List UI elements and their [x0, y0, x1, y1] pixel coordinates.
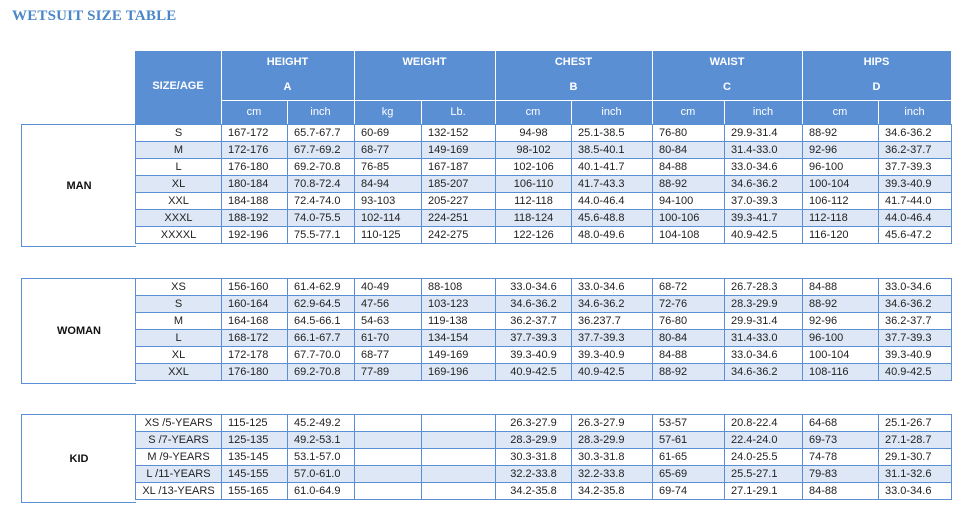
weight-kg-cell — [355, 483, 422, 500]
page-title: WETSUIT SIZE TABLE — [12, 8, 177, 24]
weight-lb-cell: 103-123 — [422, 296, 496, 313]
hips-inch-cell: 45.6-47.2 — [879, 227, 952, 244]
waist-inch-cell: 34.6-36.2 — [725, 364, 803, 381]
waist-cm-cell: 88-92 — [653, 176, 725, 193]
size-cell: XXL — [136, 193, 222, 210]
table-row — [136, 415, 952, 432]
hips-cm-cell: 84-88 — [803, 279, 879, 296]
waist-cm-cell: 84-88 — [653, 159, 725, 176]
size-cell: M — [136, 142, 222, 159]
size-cell: L — [136, 159, 222, 176]
size-cell: XL /13-YEARS — [136, 483, 222, 500]
hips-inch-cell: 36.2-37.7 — [879, 313, 952, 330]
hips-cm-cell: 64-68 — [803, 415, 879, 432]
height-cm-cell: 176-180 — [222, 159, 288, 176]
header-size-age: SIZE/AGE — [152, 80, 204, 92]
group-label-man: MAN — [21, 124, 136, 247]
hips-inch-cell: 39.3-40.9 — [879, 347, 952, 364]
unit-label: kg — [381, 106, 394, 118]
waist-cm-cell: 100-106 — [653, 210, 725, 227]
header-waist: WAIST — [709, 56, 745, 68]
chest-inch-cell: 26.3-27.9 — [572, 415, 653, 432]
height-cm-cell: 164-168 — [222, 313, 288, 330]
height-inch-cell: 61.0-64.9 — [288, 483, 355, 500]
weight-lb-cell: 149-169 — [422, 347, 496, 364]
unit-label: inch — [601, 106, 622, 118]
chest-cm-cell: 33.0-34.6 — [496, 279, 572, 296]
chest-cm-cell: 30.3-31.8 — [496, 449, 572, 466]
hips-cm-cell: 88-92 — [803, 125, 879, 142]
height-cm-cell: 172-176 — [222, 142, 288, 159]
hips-inch-cell: 37.7-39.3 — [879, 159, 952, 176]
hips-cm-cell: 92-96 — [803, 142, 879, 159]
hips-inch-cell: 40.9-42.5 — [879, 364, 952, 381]
waist-cm-cell: 88-92 — [653, 364, 725, 381]
size-cell: XS — [136, 279, 222, 296]
waist-inch-cell: 27.1-29.1 — [725, 483, 803, 500]
weight-kg-cell: 68-77 — [355, 142, 422, 159]
waist-inch-cell: 26.7-28.3 — [725, 279, 803, 296]
chest-inch-cell: 37.7-39.3 — [572, 330, 653, 347]
unit-label: cm — [832, 106, 848, 118]
table-row — [136, 483, 952, 500]
waist-inch-cell: 34.6-36.2 — [725, 176, 803, 193]
weight-kg-cell: 61-70 — [355, 330, 422, 347]
hips-cm-cell: 108-116 — [803, 364, 879, 381]
waist-cm-cell: 76-80 — [653, 125, 725, 142]
weight-lb-cell — [422, 449, 496, 466]
table-row — [136, 449, 952, 466]
table-header — [135, 51, 951, 124]
height-inch-cell: 69.2-70.8 — [288, 364, 355, 381]
size-cell: XL — [136, 347, 222, 364]
height-inch-cell: 74.0-75.5 — [288, 210, 355, 227]
waist-cm-cell: 61-65 — [653, 449, 725, 466]
size-cell: XL — [136, 176, 222, 193]
chest-inch-cell: 40.1-41.7 — [572, 159, 653, 176]
weight-lb-cell — [422, 466, 496, 483]
height-cm-cell: 172-178 — [222, 347, 288, 364]
weight-lb-cell: 205-227 — [422, 193, 496, 210]
waist-inch-cell: 22.4-24.0 — [725, 432, 803, 449]
weight-lb-cell: 242-275 — [422, 227, 496, 244]
height-cm-cell: 167-172 — [222, 125, 288, 142]
waist-cm-cell: 68-72 — [653, 279, 725, 296]
chest-cm-cell: 122-126 — [496, 227, 572, 244]
height-cm-cell: 188-192 — [222, 210, 288, 227]
size-cell: S /7-YEARS — [136, 432, 222, 449]
height-inch-cell: 64.5-66.1 — [288, 313, 355, 330]
header-hips: HIPS — [863, 56, 890, 68]
hips-cm-cell: 100-104 — [803, 347, 879, 364]
hips-cm-cell: 69-73 — [803, 432, 879, 449]
size-cell: M — [136, 313, 222, 330]
table-row — [136, 210, 952, 227]
size-cell: S — [136, 125, 222, 142]
chest-inch-cell: 48.0-49.6 — [572, 227, 653, 244]
table-row — [136, 364, 952, 381]
chest-cm-cell: 34.6-36.2 — [496, 296, 572, 313]
height-cm-cell: 160-164 — [222, 296, 288, 313]
weight-kg-cell: 110-125 — [355, 227, 422, 244]
unit-label: inch — [310, 106, 331, 118]
header-waist-letter: C — [723, 81, 731, 93]
unit-label: cm — [246, 106, 262, 118]
height-inch-cell: 69.2-70.8 — [288, 159, 355, 176]
unit-label: inch — [752, 106, 774, 118]
height-inch-cell: 53.1-57.0 — [288, 449, 355, 466]
hips-inch-cell: 33.0-34.6 — [879, 279, 952, 296]
weight-kg-cell — [355, 415, 422, 432]
waist-inch-cell: 37.0-39.3 — [725, 193, 803, 210]
waist-inch-cell: 33.0-34.6 — [725, 159, 803, 176]
chest-inch-cell: 28.3-29.9 — [572, 432, 653, 449]
chest-inch-cell: 39.3-40.9 — [572, 347, 653, 364]
waist-inch-cell: 39.3-41.7 — [725, 210, 803, 227]
hips-cm-cell: 84-88 — [803, 483, 879, 500]
chest-cm-cell: 94-98 — [496, 125, 572, 142]
height-inch-cell: 57.0-61.0 — [288, 466, 355, 483]
height-cm-cell: 184-188 — [222, 193, 288, 210]
weight-lb-cell: 149-169 — [422, 142, 496, 159]
hips-cm-cell: 92-96 — [803, 313, 879, 330]
table-row — [136, 125, 952, 142]
size-cell: L /11-YEARS — [136, 466, 222, 483]
height-inch-cell: 72.4-74.0 — [288, 193, 355, 210]
weight-lb-cell: 167-187 — [422, 159, 496, 176]
chest-cm-cell: 118-124 — [496, 210, 572, 227]
table-row — [136, 279, 952, 296]
height-inch-cell: 75.5-77.1 — [288, 227, 355, 244]
table-row — [136, 330, 952, 347]
size-cell: L — [136, 330, 222, 347]
weight-lb-cell: 185-207 — [422, 176, 496, 193]
woman-size-table — [135, 278, 952, 381]
table-row — [136, 176, 952, 193]
waist-inch-cell: 40.9-42.5 — [725, 227, 803, 244]
group-label-kid: KID — [21, 414, 136, 503]
chest-cm-cell: 28.3-29.9 — [496, 432, 572, 449]
chest-inch-cell: 44.0-46.4 — [572, 193, 653, 210]
hips-inch-cell: 31.1-32.6 — [879, 466, 952, 483]
hips-inch-cell: 34.6-36.2 — [879, 296, 952, 313]
chest-cm-cell: 34.2-35.8 — [496, 483, 572, 500]
weight-lb-cell: 88-108 — [422, 279, 496, 296]
kid-size-table — [135, 414, 952, 500]
height-inch-cell: 67.7-69.2 — [288, 142, 355, 159]
waist-cm-cell: 65-69 — [653, 466, 725, 483]
waist-cm-cell: 84-88 — [653, 347, 725, 364]
table-row — [136, 466, 952, 483]
chest-inch-cell: 38.5-40.1 — [572, 142, 653, 159]
chest-inch-cell: 34.2-35.8 — [572, 483, 653, 500]
weight-kg-cell: 47-56 — [355, 296, 422, 313]
hips-inch-cell: 29.1-30.7 — [879, 449, 952, 466]
chest-inch-cell: 40.9-42.5 — [572, 364, 653, 381]
weight-lb-cell — [422, 415, 496, 432]
chest-inch-cell: 34.6-36.2 — [572, 296, 653, 313]
waist-inch-cell: 33.0-34.6 — [725, 347, 803, 364]
waist-cm-cell: 104-108 — [653, 227, 725, 244]
hips-inch-cell: 25.1-26.7 — [879, 415, 952, 432]
height-cm-cell: 155-165 — [222, 483, 288, 500]
chest-cm-cell: 106-110 — [496, 176, 572, 193]
size-cell: S — [136, 296, 222, 313]
waist-inch-cell: 29.9-31.4 — [725, 125, 803, 142]
height-cm-cell: 115-125 — [222, 415, 288, 432]
waist-inch-cell: 29.9-31.4 — [725, 313, 803, 330]
weight-kg-cell — [355, 449, 422, 466]
waist-inch-cell: 31.4-33.0 — [725, 142, 803, 159]
weight-kg-cell: 60-69 — [355, 125, 422, 142]
chest-cm-cell: 112-118 — [496, 193, 572, 210]
size-cell: XXXXL — [136, 227, 222, 244]
chest-cm-cell: 26.3-27.9 — [496, 415, 572, 432]
table-row — [136, 159, 952, 176]
height-inch-cell: 67.7-70.0 — [288, 347, 355, 364]
hips-cm-cell: 96-100 — [803, 330, 879, 347]
hips-cm-cell: 74-78 — [803, 449, 879, 466]
hips-inch-cell: 44.0-46.4 — [879, 210, 952, 227]
chest-cm-cell: 36.2-37.7 — [496, 313, 572, 330]
height-inch-cell: 62.9-64.5 — [288, 296, 355, 313]
header-weight: WEIGHT — [402, 56, 447, 68]
weight-kg-cell: 54-63 — [355, 313, 422, 330]
weight-lb-cell: 119-138 — [422, 313, 496, 330]
chest-cm-cell: 102-106 — [496, 159, 572, 176]
weight-kg-cell: 68-77 — [355, 347, 422, 364]
hips-inch-cell: 34.6-36.2 — [879, 125, 952, 142]
height-cm-cell: 168-172 — [222, 330, 288, 347]
weight-lb-cell: 132-152 — [422, 125, 496, 142]
waist-cm-cell: 57-61 — [653, 432, 725, 449]
weight-lb-cell — [422, 432, 496, 449]
waist-cm-cell: 69-74 — [653, 483, 725, 500]
header-chest-letter: B — [569, 81, 578, 93]
height-inch-cell: 49.2-53.1 — [288, 432, 355, 449]
weight-kg-cell — [355, 432, 422, 449]
chest-inch-cell: 30.3-31.8 — [572, 449, 653, 466]
hips-cm-cell: 112-118 — [803, 210, 879, 227]
weight-kg-cell: 102-114 — [355, 210, 422, 227]
height-cm-cell: 180-184 — [222, 176, 288, 193]
header-hips-letter: D — [872, 81, 881, 93]
man-size-table — [135, 124, 952, 244]
weight-kg-cell: 76-85 — [355, 159, 422, 176]
chest-cm-cell: 39.3-40.9 — [496, 347, 572, 364]
weight-lb-cell: 134-154 — [422, 330, 496, 347]
waist-cm-cell: 80-84 — [653, 142, 725, 159]
size-cell: XXXL — [136, 210, 222, 227]
waist-inch-cell: 20.8-22.4 — [725, 415, 803, 432]
table-row — [136, 227, 952, 244]
header-height-letter: A — [283, 81, 292, 93]
height-cm-cell: 156-160 — [222, 279, 288, 296]
height-inch-cell: 66.1-67.7 — [288, 330, 355, 347]
weight-lb-cell — [422, 483, 496, 500]
waist-inch-cell: 25.5-27.1 — [725, 466, 803, 483]
table-row — [136, 313, 952, 330]
weight-kg-cell — [355, 466, 422, 483]
chest-inch-cell: 45.6-48.8 — [572, 210, 653, 227]
hips-inch-cell: 33.0-34.6 — [879, 483, 952, 500]
hips-cm-cell: 79-83 — [803, 466, 879, 483]
weight-kg-cell: 93-103 — [355, 193, 422, 210]
hips-cm-cell: 100-104 — [803, 176, 879, 193]
height-cm-cell: 192-196 — [222, 227, 288, 244]
waist-cm-cell: 80-84 — [653, 330, 725, 347]
hips-inch-cell: 41.7-44.0 — [879, 193, 952, 210]
unit-label: cm — [680, 106, 696, 118]
unit-label: inch — [904, 106, 925, 118]
hips-cm-cell: 116-120 — [803, 227, 879, 244]
chest-inch-cell: 41.7-43.3 — [572, 176, 653, 193]
waist-inch-cell: 31.4-33.0 — [725, 330, 803, 347]
chest-inch-cell: 25.1-38.5 — [572, 125, 653, 142]
chest-cm-cell: 37.7-39.3 — [496, 330, 572, 347]
chest-inch-cell: 33.0-34.6 — [572, 279, 653, 296]
hips-cm-cell: 106-112 — [803, 193, 879, 210]
waist-inch-cell: 24.0-25.5 — [725, 449, 803, 466]
hips-cm-cell: 88-92 — [803, 296, 879, 313]
waist-cm-cell: 53-57 — [653, 415, 725, 432]
hips-inch-cell: 36.2-37.7 — [879, 142, 952, 159]
waist-cm-cell: 72-76 — [653, 296, 725, 313]
height-cm-cell: 125-135 — [222, 432, 288, 449]
table-row — [136, 432, 952, 449]
hips-inch-cell: 37.7-39.3 — [879, 330, 952, 347]
waist-cm-cell: 76-80 — [653, 313, 725, 330]
weight-lb-cell: 169-196 — [422, 364, 496, 381]
table-row — [136, 296, 952, 313]
waist-inch-cell: 28.3-29.9 — [725, 296, 803, 313]
height-inch-cell: 65.7-67.7 — [288, 125, 355, 142]
chest-cm-cell: 40.9-42.5 — [496, 364, 572, 381]
height-inch-cell: 70.8-72.4 — [288, 176, 355, 193]
size-cell: M /9-YEARS — [136, 449, 222, 466]
height-cm-cell: 135-145 — [222, 449, 288, 466]
chest-inch-cell: 36.237.7 — [572, 313, 653, 330]
chest-inch-cell: 32.2-33.8 — [572, 466, 653, 483]
height-cm-cell: 176-180 — [222, 364, 288, 381]
hips-inch-cell: 27.1-28.7 — [879, 432, 952, 449]
weight-lb-cell: 224-251 — [422, 210, 496, 227]
height-cm-cell: 145-155 — [222, 466, 288, 483]
header-height: HEIGHT — [266, 56, 309, 68]
unit-label: cm — [525, 106, 541, 118]
weight-kg-cell: 77-89 — [355, 364, 422, 381]
table-row — [136, 347, 952, 364]
waist-cm-cell: 94-100 — [653, 193, 725, 210]
unit-label: Lb. — [450, 106, 466, 118]
chest-cm-cell: 32.2-33.8 — [496, 466, 572, 483]
size-cell: XXL — [136, 364, 222, 381]
chest-cm-cell: 98-102 — [496, 142, 572, 159]
group-label-woman: WOMAN — [21, 278, 136, 384]
height-inch-cell: 61.4-62.9 — [288, 279, 355, 296]
weight-kg-cell: 84-94 — [355, 176, 422, 193]
table-row — [136, 142, 952, 159]
size-cell: XS /5-YEARS — [136, 415, 222, 432]
hips-inch-cell: 39.3-40.9 — [879, 176, 952, 193]
weight-kg-cell: 40-49 — [355, 279, 422, 296]
table-row — [136, 193, 952, 210]
height-inch-cell: 45.2-49.2 — [288, 415, 355, 432]
header-chest: CHEST — [554, 56, 593, 68]
hips-cm-cell: 96-100 — [803, 159, 879, 176]
